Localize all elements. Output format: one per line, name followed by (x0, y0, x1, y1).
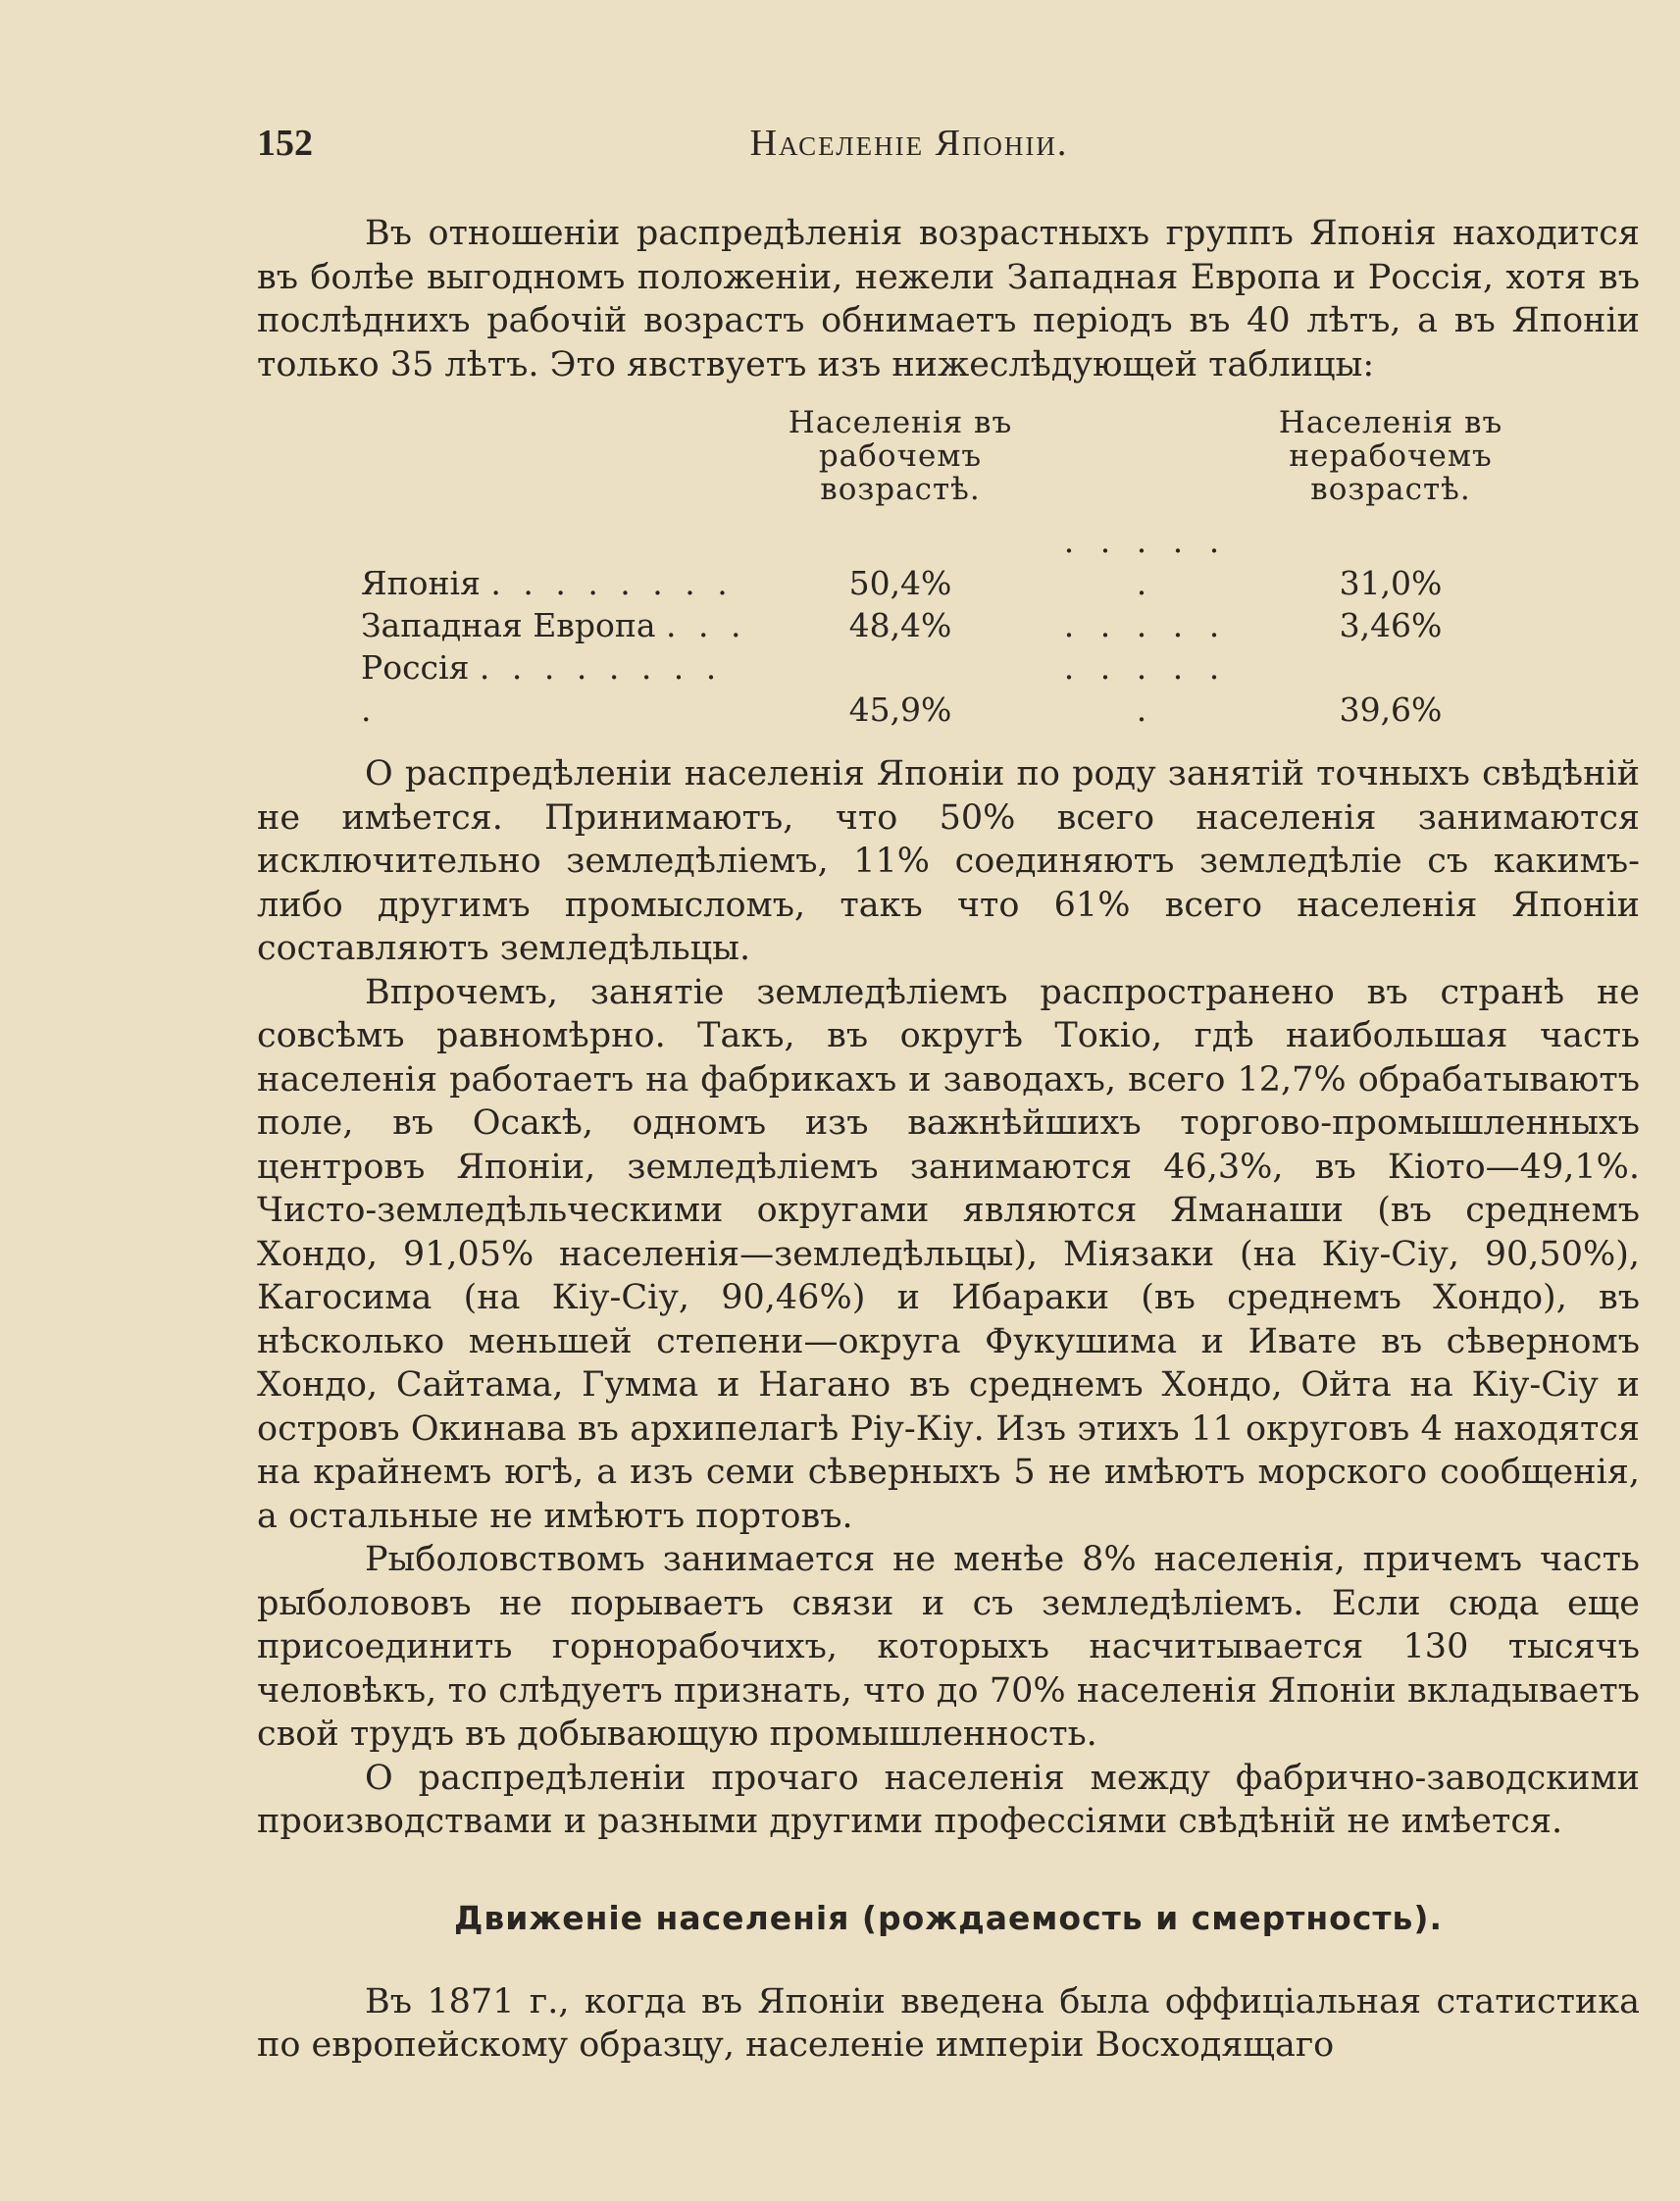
row-label: Западная Европа (361, 606, 656, 644)
page-number: 152 (257, 123, 313, 164)
working-age-value: 48,4% (848, 606, 952, 644)
leader-dots: . . . . . (1063, 606, 1228, 644)
section-title: Движеніе населенія (рождаемость и смертность). (453, 1898, 1444, 1937)
leader-dots: . . . . . . (1063, 522, 1228, 602)
nonworking-age-value: 39,6% (1339, 691, 1443, 729)
working-age-value: 50,4% (848, 564, 952, 602)
paragraph-statistics-1871: Въ 1871 г., когда въ Японіи введена была оффиціальная статистика по европейскому образцу, населеніе имперіи Восходящаго (257, 1981, 1640, 2065)
paragraph-age-groups: Въ отношеніи распредѣленія возрастныхъ группъ Японія находится въ болѣе выгодномъ положеніи, нежели Западная Европа и Россія, хотя въ послѣднихъ рабочій возрастъ обнимаетъ періодъ въ 40 лѣтъ, а въ Японіи только 35 лѣтъ. Это явствуетъ изъ нижеслѣдующей таблицы: (257, 214, 1640, 384)
table-header-nonworking-age: Населенія въ нерабочемъ возрастѣ. (1278, 405, 1503, 507)
paragraph-agriculture-distribution: Впрочемъ, занятіе земледѣліемъ распространено въ странѣ не совсѣмъ равномѣрно. Такъ, въ округѣ Токіо, гдѣ наибольшая часть населенія работаетъ на фабрикахъ и заводахъ, всего 12,7% обрабатываютъ поле, въ Осакѣ, одномъ изъ важнѣйшихъ торгово-промышленныхъ центровъ Японіи, земледѣліемъ занимаются 46,3%, въ Кіото—49,1%. Чисто-земледѣльческими округами являются Яманаши (въ среднемъ Хондо, 91,05% населенія—земледѣльцы), Міязаки (на Кіу-Сіу, 90,50%), Кагосима (на Кіу-Сіу, 90,46%) и Ибараки (въ среднемъ Хондо), въ нѣсколько меньшей степени—округа Фукушима и Ивате въ сѣверномъ Хондо, Сайтама, Гумма и Нагано въ среднемъ Хондо, Ойта на Кіу-Сіу и островъ Окинава въ архипелагѣ Ріу-Кіу. Изъ этихъ 11 округовъ 4 находятся на крайнемъ югѣ, а изъ семи сѣверныхъ 5 не имѣютъ морского сообщенія, а остальные не имѣютъ портовъ. (257, 972, 1640, 1536)
table-row (361, 646, 1538, 731)
leader-dots: . . . (666, 606, 747, 644)
row-label: Японія (361, 564, 481, 602)
table-row (361, 520, 1538, 604)
leader-dots: . . . . . . . . (490, 564, 734, 602)
nonworking-age-value: 31,0% (1339, 564, 1443, 602)
working-age-value: 45,9% (848, 691, 952, 729)
page-header (257, 116, 1640, 179)
age-distribution-table (361, 406, 1538, 731)
leader-dots: . . . . . . (1063, 648, 1228, 729)
table-header-working-age: Населенія въ рабочемъ возрастѣ. (788, 405, 1013, 507)
nonworking-age-value: 3,46% (1339, 606, 1443, 644)
document-page (257, 116, 1640, 2175)
paragraph-fishing: Рыболовствомъ занимается не менѣе 8% населенія, причемъ часть рыболововъ не порываетъ связи и съ земледѣліемъ. Если сюда еще присоединить горнорабочихъ, которыхъ насчитывается 130 тысячъ человѣкъ, то слѣдуетъ признать, что до 70% населенія Японіи вкладываетъ свой трудъ въ добывающую промышленность. (257, 1540, 1640, 1754)
row-label: Россія (361, 648, 470, 687)
table-row (361, 604, 1538, 646)
leader-dots: . . . . . . . . . (361, 648, 723, 729)
paragraph-other-professions: О распредѣленіи прочаго населенія между фабрично-заводскими производствами и разными другими профессіями свѣдѣній не имѣется. (257, 1758, 1640, 1841)
paragraph-occupations: О распредѣленіи населенія Японіи по роду занятій точныхъ свѣдѣній не имѣется. Принимаютъ, что 50% всего населенія занимаются исключительно земледѣліемъ, 11% соединяютъ земледѣліе съ какимъ-либо другимъ промысломъ, такъ что 61% всего населенія Японіи составляютъ земледѣльцы. (257, 754, 1640, 968)
table-header-row (361, 406, 1538, 520)
running-title: Населеніе Японіи. (749, 123, 1069, 164)
